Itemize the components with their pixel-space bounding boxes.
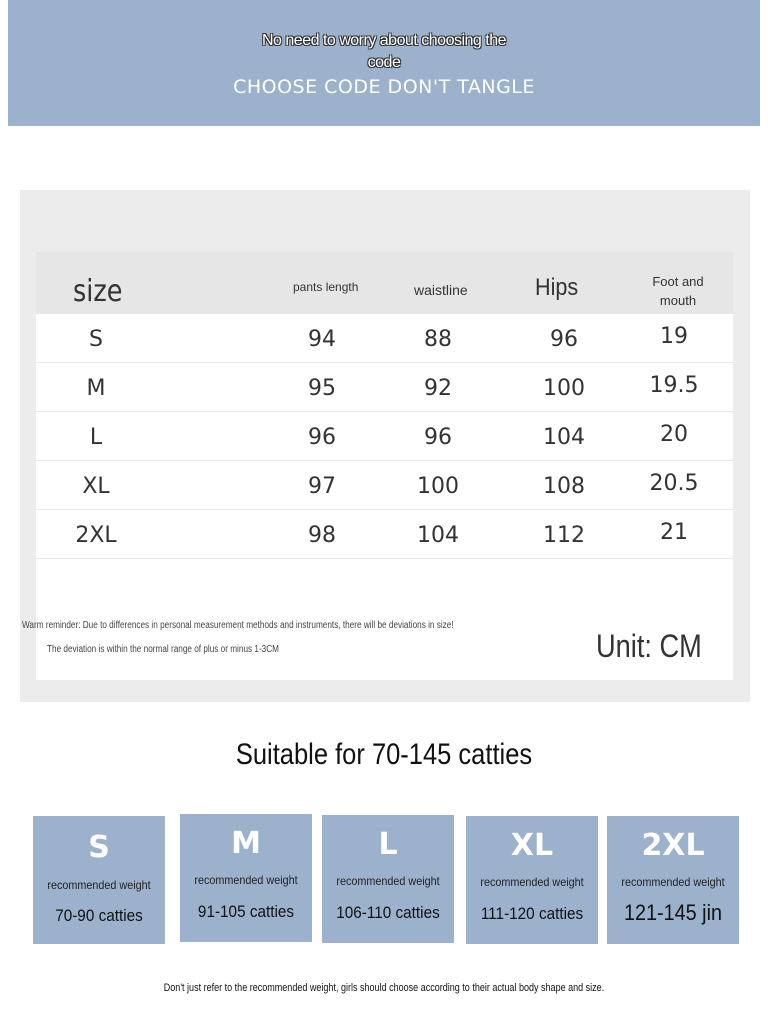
cell-hips: 96 xyxy=(550,327,578,352)
deviation-note: The deviation is within the normal range of plus or minus 1-3CM xyxy=(47,644,279,655)
table-row xyxy=(36,314,733,363)
box-weight-value: 111-120 catties xyxy=(480,904,584,923)
cell-hips: 104 xyxy=(543,425,585,450)
table-header xyxy=(36,252,733,314)
cell-foot-mouth: 19.5 xyxy=(649,373,699,398)
cell-pants-length: 98 xyxy=(308,523,336,548)
banner-subtitle: No need to worry about choosing the code xyxy=(262,32,506,71)
table-row xyxy=(36,412,733,461)
recommendation-box-2xl xyxy=(607,816,739,944)
cell-hips: 100 xyxy=(543,376,585,401)
header-foot-mouth: Foot and mouth xyxy=(652,274,704,308)
cell-size: L xyxy=(89,425,103,450)
box-recommended-label: recommended weight xyxy=(336,874,440,888)
box-size-label: S xyxy=(88,830,110,865)
cell-foot-mouth: 20.5 xyxy=(649,471,699,496)
size-chart-panel xyxy=(20,190,750,702)
warm-reminder: Warm reminder: Due to differences in personal measurement methods and instruments, there will be deviations in size! xyxy=(22,620,454,631)
box-weight-value: 70-90 catties xyxy=(55,906,143,925)
cell-waistline: 88 xyxy=(424,327,452,352)
box-size-label: 2XL xyxy=(641,828,705,863)
header-size: size xyxy=(73,274,123,309)
cell-size: S xyxy=(89,327,103,352)
cell-pants-length: 96 xyxy=(308,425,336,450)
box-size-label: L xyxy=(378,827,398,862)
box-weight-value: 121-145 jin xyxy=(624,900,722,925)
cell-size: XL xyxy=(82,474,110,499)
header-hips: Hips xyxy=(535,274,579,301)
box-recommended-label: recommended weight xyxy=(47,878,151,892)
recommendation-box-m xyxy=(180,814,312,942)
footer-note: Don't just refer to the recommended weight, girls should choose according to their actual body shape and size. xyxy=(163,982,605,994)
box-weight-value: 91-105 catties xyxy=(197,902,295,921)
header-pants-length: pants length xyxy=(293,280,359,294)
unit-label: Unit: CM xyxy=(596,628,702,664)
cell-foot-mouth: 21 xyxy=(660,520,688,545)
header-banner xyxy=(8,0,760,126)
size-table xyxy=(36,252,733,680)
header-waistline: waistline xyxy=(414,282,468,298)
box-recommended-label: recommended weight xyxy=(194,873,298,887)
box-recommended-label: recommended weight xyxy=(480,875,584,889)
table-row xyxy=(36,363,733,412)
recommendation-box-xl xyxy=(466,816,598,944)
cell-waistline: 92 xyxy=(424,376,452,401)
cell-foot-mouth: 19 xyxy=(660,324,688,349)
cell-pants-length: 94 xyxy=(308,327,336,352)
cell-waistline: 104 xyxy=(417,523,459,548)
box-size-label: M xyxy=(231,826,261,861)
cell-hips: 108 xyxy=(543,474,585,499)
cell-waistline: 96 xyxy=(424,425,452,450)
cell-size: M xyxy=(86,376,106,401)
recommendation-box-l xyxy=(322,815,454,943)
box-weight-value: 106-110 catties xyxy=(336,903,440,922)
cell-waistline: 100 xyxy=(417,474,459,499)
cell-foot-mouth: 20 xyxy=(660,422,688,447)
cell-pants-length: 95 xyxy=(308,376,336,401)
cell-hips: 112 xyxy=(543,523,585,548)
cell-size: 2XL xyxy=(75,523,117,548)
box-recommended-label: recommended weight xyxy=(621,875,725,889)
banner-title: CHOOSE CODE DON'T TANGLE xyxy=(233,76,535,98)
cell-pants-length: 97 xyxy=(308,474,336,499)
recommendation-box-s xyxy=(33,816,165,944)
table-row xyxy=(36,510,733,559)
suitable-heading: Suitable for 70-145 catties xyxy=(235,738,533,771)
table-row xyxy=(36,461,733,510)
box-size-label: XL xyxy=(510,828,554,863)
